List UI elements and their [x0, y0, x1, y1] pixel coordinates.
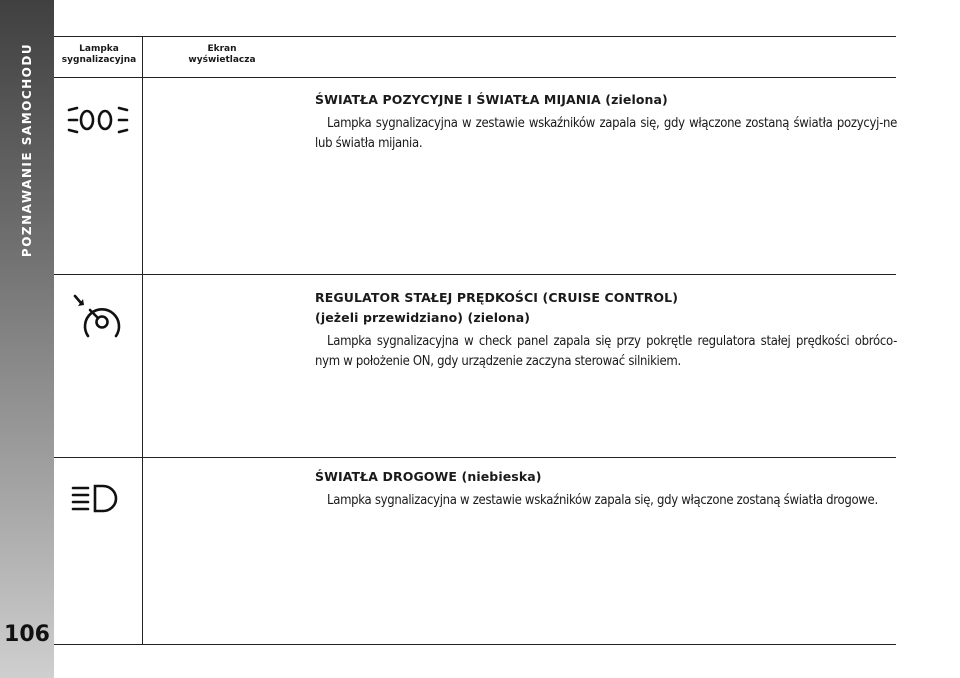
- display-column-header: Ekran wyświetlacza: [188, 44, 256, 65]
- row-divider: [54, 274, 896, 275]
- entry-description: Lampka sygnalizacyjna w zestawie wskaźników zapala się, gdy włączone zostaną światła drogowe.: [327, 493, 878, 508]
- page-number: 106: [4, 622, 50, 647]
- entry-title: REGULATOR STAŁEJ PRĘDKOŚCI (CRUISE CONTROL) (jeżeli przewidziano) (zielona): [315, 290, 679, 325]
- entry-position-low-beam: [315, 90, 897, 154]
- position-and-low-beam-lights-icon: [66, 104, 130, 140]
- cruise-control-icon: [70, 290, 130, 346]
- column-divider: [142, 36, 143, 645]
- high-beam-lights-icon: [70, 480, 126, 520]
- entry-description: Lampka sygnalizacyjna w check panel zapala się przy pokrętle regulatora stałej prędkości obróco-nym w położenie ON, gdy urządzenie zaczyna sterować silnikiem.: [315, 334, 897, 369]
- table-top-rule: [54, 36, 896, 37]
- entry-title: ŚWIATŁA POZYCYJNE I ŚWIATŁA MIJANIA (zielona): [315, 92, 668, 107]
- sidebar: [0, 0, 54, 678]
- row-divider: [54, 457, 896, 458]
- entry-description: Lampka sygnalizacyjna w zestawie wskaźników zapala się, gdy włączone zostaną światła pozycyj-ne lub światła mijania.: [315, 116, 897, 151]
- entry-high-beam: [315, 467, 897, 511]
- section-title: POZNAWANIE SAMOCHODU: [20, 42, 34, 258]
- entry-title: ŚWIATŁA DROGOWE (niebieska): [315, 469, 542, 484]
- lamp-column-header: Lampka sygnalizacyjna: [61, 44, 137, 65]
- entry-cruise-control: [315, 288, 897, 372]
- table-bottom-rule: [54, 644, 896, 645]
- header-rule: [54, 77, 896, 78]
